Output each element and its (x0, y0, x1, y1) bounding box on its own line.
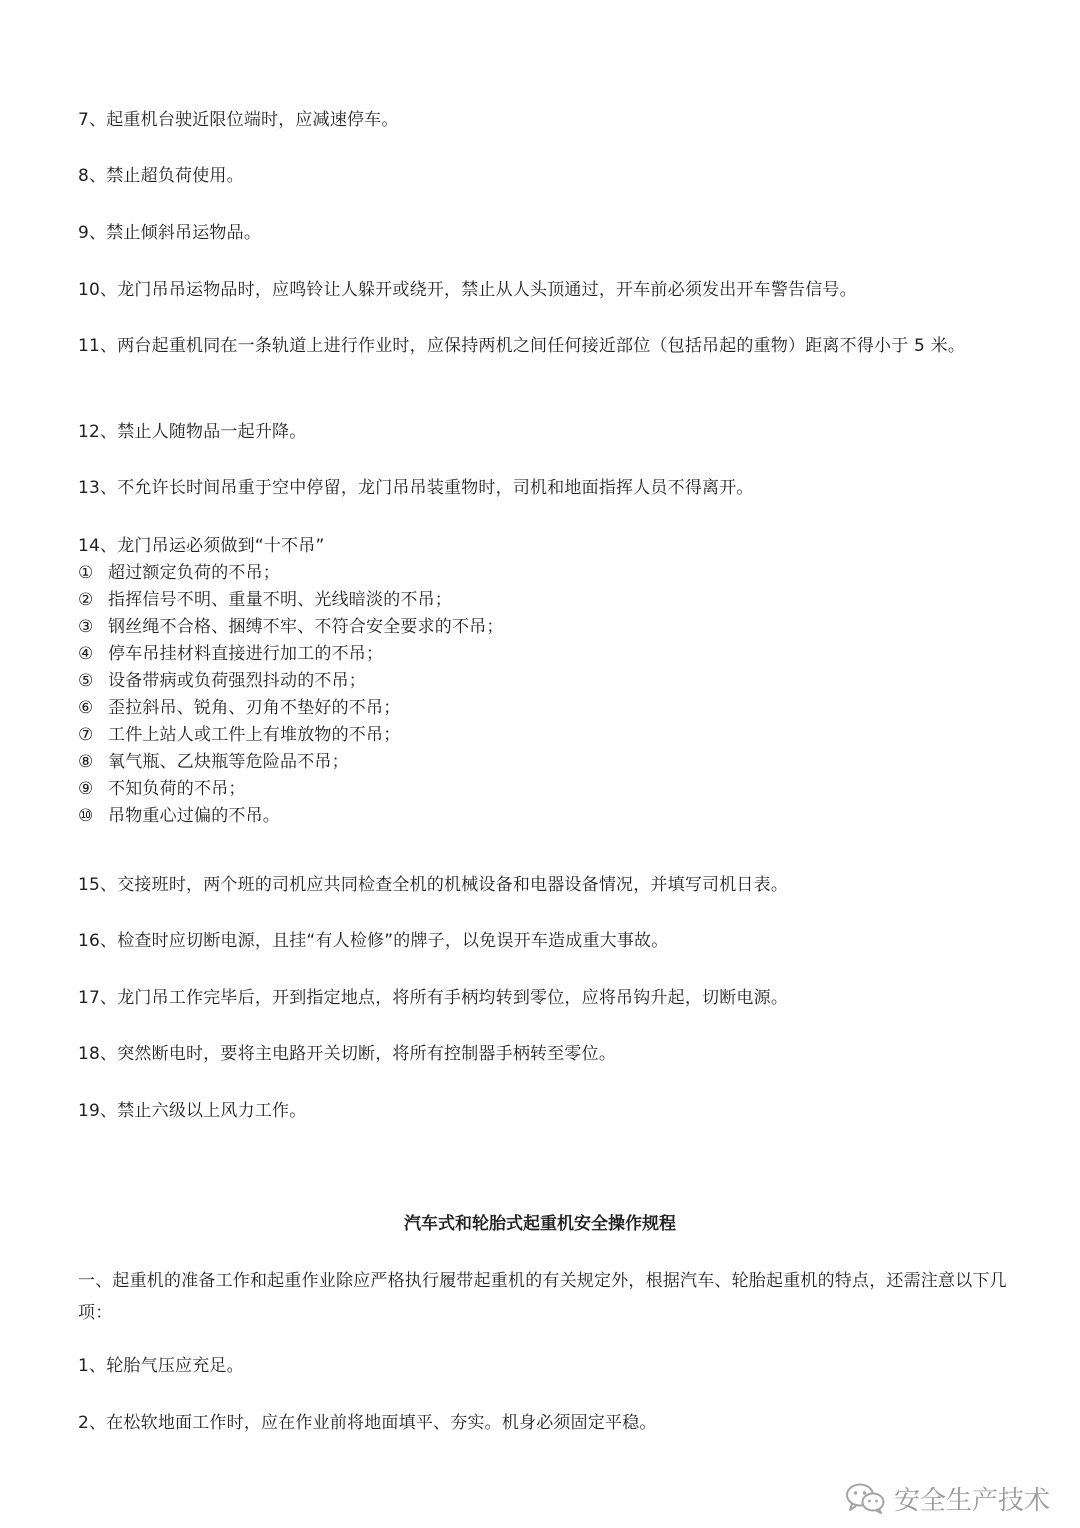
section2-rule-1: 1、轮胎气压应充足。 (78, 1356, 244, 1376)
rule-17: 17、龙门吊工作完毕后，开到指定地点，将所有手柄均转到零位，应将吊钩升起，切断电源。 (78, 988, 789, 1008)
rule-13: 13、不允许长时间吊重于空中停留，龙门吊吊装重物时，司机和地面指挥人员不得离开。 (78, 478, 754, 498)
section2-rule-2: 2、在松软地面工作时，应在作业前将地面填平、夯实。机身必须固定平稳。 (78, 1413, 657, 1433)
list-item: ⑨ 不知负荷的不吊； (78, 779, 246, 799)
watermark (844, 1480, 1050, 1516)
section2-intro: 一、起重机的准备工作和起重作业除应严格执行履带起重机的有关规定外，根据汽车、轮胎起重机的特点，还需注意以下几项： (78, 1271, 1007, 1323)
rule-18: 18、突然断电时，要将主电路开关切断，将所有控制器手柄转至零位。 (78, 1044, 617, 1064)
list-item: ② 指挥信号不明、重量不明、光线暗淡的不吊； (78, 590, 452, 610)
rule-12: 12、禁止人随物品一起升降。 (78, 422, 307, 442)
rule-14-title: 14、龙门吊运必须做到“十不吊” (78, 536, 325, 556)
rule-19: 19、禁止六级以上风力工作。 (78, 1101, 307, 1121)
list-item: ① 超过额定负荷的不吊； (78, 563, 280, 583)
list-item: ⑦ 工件上站人或工件上有堆放物的不吊； (78, 725, 401, 745)
rule-10: 10、龙门吊吊运物品时，应鸣铃让人躲开或绕开，禁止从人头顶通过，开车前必须发出开车警告信号。 (78, 280, 857, 300)
section-heading: 汽车式和轮胎式起重机安全操作规程 (404, 1214, 676, 1234)
ten-no-lift-list (78, 560, 1008, 830)
rule-9: 9、禁止倾斜吊运物品。 (78, 223, 262, 243)
rule-16: 16、检查时应切断电源，且挂“有人检修”的牌子，以免误开车造成重大事故。 (78, 931, 669, 951)
list-item: ⑧ 氧气瓶、乙炔瓶等危险品不吊； (78, 752, 349, 772)
wechat-icon (844, 1481, 886, 1515)
rule-15: 15、交接班时，两个班的司机应共同检查全机的机械设备和电器设备情况，并填写司机日表。 (78, 875, 789, 895)
rule-11: 11、两台起重机同在一条轨道上进行作业时，应保持两机之间任何接近部位（包括吊起的重物）距离不得小于 5 米。 (78, 336, 966, 356)
watermark-text: 安全生产技术 (893, 1485, 1050, 1516)
list-item: ④ 停车吊挂材料直接进行加工的不吊； (78, 644, 384, 664)
rule-7: 7、起重机台驶近限位端时，应减速停车。 (78, 110, 399, 130)
list-item: ⑥ 歪拉斜吊、锐角、刃角不垫好的不吊； (78, 698, 401, 718)
list-item: ⑤ 设备带病或负荷强烈抖动的不吊； (78, 671, 366, 691)
list-item: ⑩ 吊物重心过偏的不吊。 (78, 806, 280, 826)
list-item: ③ 钢丝绳不合格、捆缚不牢、不符合安全要求的不吊； (78, 617, 504, 637)
rule-8: 8、禁止超负荷使用。 (78, 166, 244, 186)
